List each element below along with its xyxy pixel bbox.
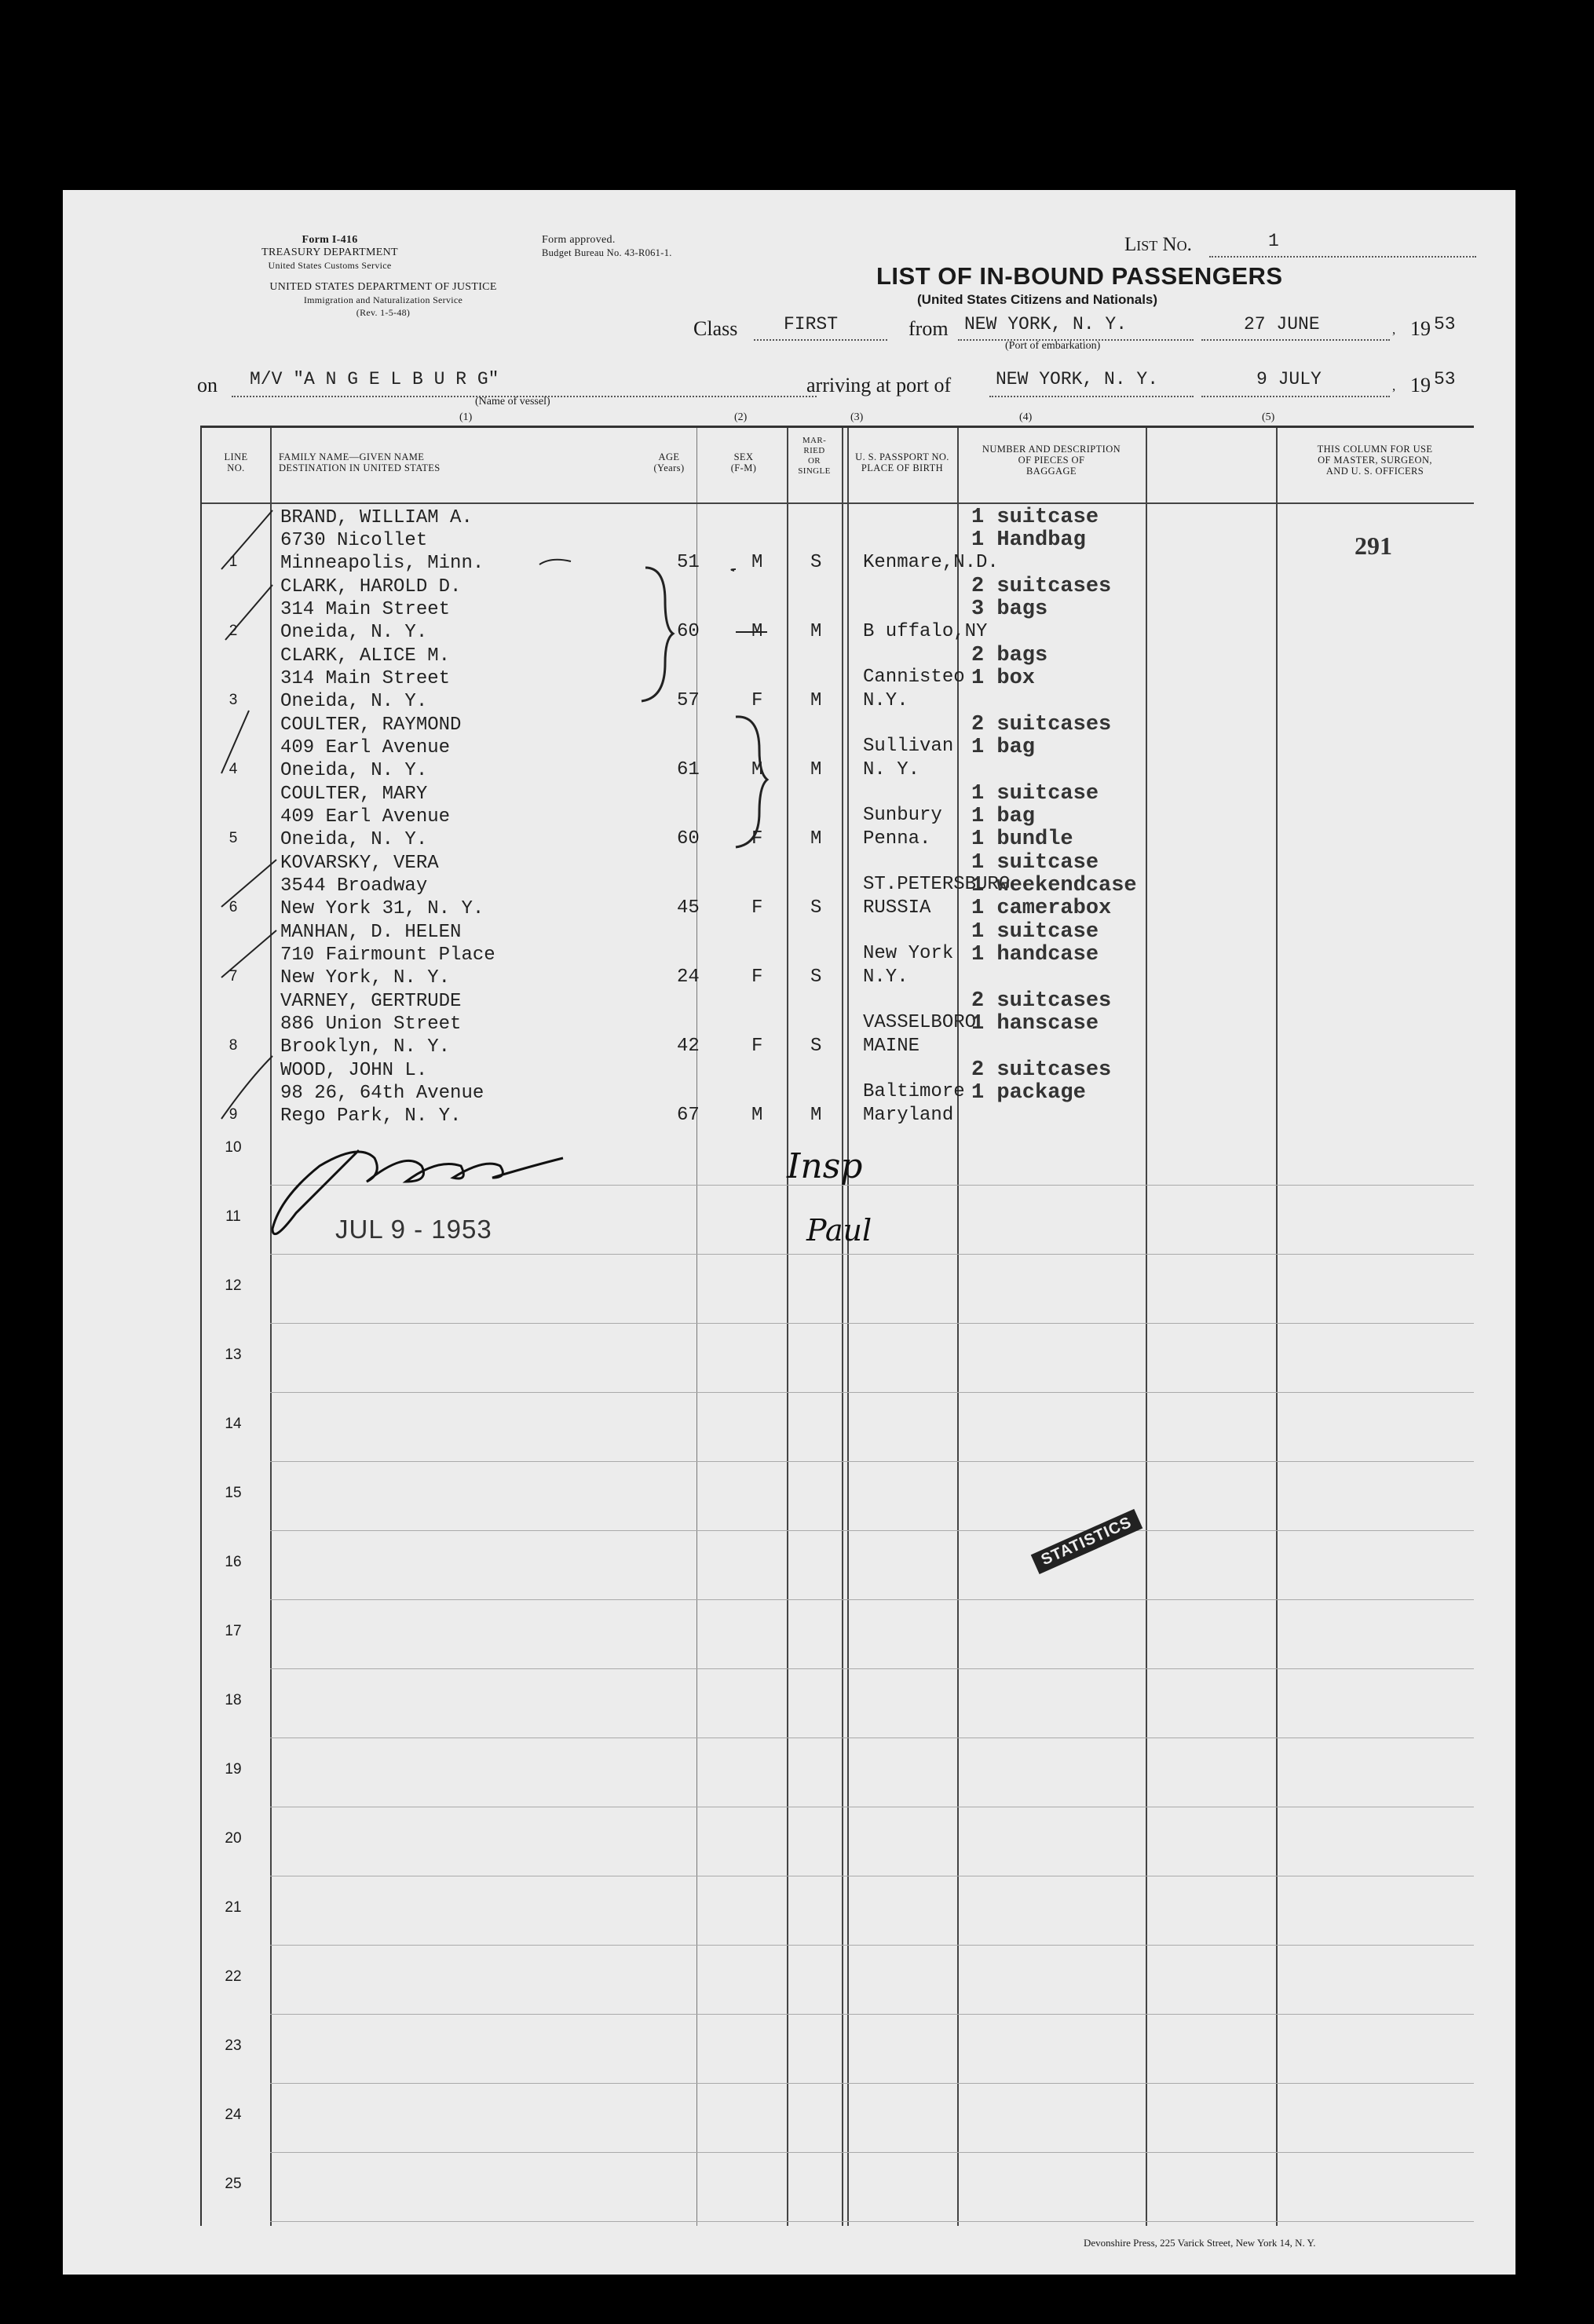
header-line-no: LINE NO. (224, 451, 248, 473)
baggage-line-2: 1 handcase (971, 943, 1099, 967)
vessel-name: M/V "A N G E L B U R G" (250, 369, 499, 389)
destination-street: 3544 Broadway (280, 875, 428, 897)
line-number: 16 (225, 1554, 242, 1570)
bracket-marks (202, 428, 1474, 1135)
birthplace-line-2: Penna. (863, 828, 931, 850)
arrival-year-prefix: 19 (1410, 374, 1431, 396)
form-revision: (Rev. 1-5-48) (356, 307, 411, 318)
colnum-2: (2) (734, 411, 748, 423)
line-number: 4 (228, 761, 238, 777)
birthplace-line-2: Maryland (863, 1105, 954, 1126)
justice-header (195, 281, 572, 319)
destination-city: Minneapolis, Minn. (280, 553, 484, 574)
birthplace-line-1: VASSELBORO (863, 1012, 977, 1033)
birthplace-line-1: ST.PETERSBURG (863, 874, 1011, 895)
destination-city: Oneida, N. Y. (280, 691, 428, 712)
age-cell: 45 (677, 897, 700, 919)
inspector-mark-2: Paul (806, 1213, 872, 1248)
line-number: 22 (225, 1968, 242, 1985)
passenger-name: VARNEY, GERTRUDE (280, 991, 462, 1012)
from-value: NEW YORK, N. Y. (964, 314, 1128, 334)
header-officers: THIS COLUMN FOR USE OF MASTER, SURGEON, AND U. S. OFFICERS (1317, 444, 1433, 477)
line-number: 9 (228, 1106, 238, 1123)
baggage-line-1: 1 suitcase (971, 920, 1099, 944)
marital-cell: M (810, 621, 822, 642)
port-embark-caption: (Port of embarkation) (1005, 340, 1101, 352)
age-cell: 42 (677, 1036, 700, 1057)
officer-signature (265, 1135, 465, 1177)
baggage-line-3: 1 camerabox (971, 897, 1112, 920)
line-number: 15 (225, 1485, 242, 1501)
sex-cell: F (751, 690, 763, 711)
destination-city: New York, N. Y. (280, 967, 451, 988)
line-number: 17 (225, 1623, 242, 1639)
baggage-line-1: 1 suitcase (971, 851, 1099, 875)
colnum-5: (5) (1262, 411, 1275, 423)
passenger-table (200, 426, 1474, 2226)
arriving-label: arriving at port of (806, 374, 952, 396)
destination-street: 710 Fairmount Place (280, 945, 495, 966)
statistics-stamp: STATISTICS (1031, 1509, 1142, 1574)
justice-dept: UNITED STATES DEPARTMENT OF JUSTICE (269, 281, 497, 293)
baggage-line-2: 1 box (971, 667, 1036, 690)
marital-cell: S (810, 1036, 822, 1057)
baggage-line-3: 1 bundle (971, 828, 1073, 851)
arrival-date: 9 JULY (1256, 369, 1322, 389)
line-number: 2 (228, 623, 238, 639)
line-number: 18 (225, 1692, 242, 1708)
marital-cell: S (810, 897, 822, 919)
marital-cell: S (810, 552, 822, 573)
arrival-year: 53 (1434, 369, 1456, 389)
passenger-name: COULTER, RAYMOND (280, 714, 462, 736)
destination-city: Rego Park, N. Y. (280, 1105, 462, 1127)
list-no-label: List No. (1124, 234, 1192, 255)
header-name: FAMILY NAME—GIVEN NAME DESTINATION IN UNITED STATES (279, 451, 441, 473)
customs-service: United States Customs Service (268, 260, 392, 271)
destination-city: Brooklyn, N. Y. (280, 1036, 451, 1058)
birthplace-line-2: N. Y. (863, 759, 920, 780)
line-number: 1 (228, 554, 238, 570)
baggage-line-1: 1 suitcase (971, 506, 1099, 529)
list-no-value: 1 (1268, 231, 1279, 251)
destination-city: Oneida, N. Y. (280, 622, 428, 643)
treasury-dept: TREASURY DEPARTMENT (261, 247, 398, 258)
baggage-line-2: 1 bag (971, 805, 1036, 828)
depart-year: 53 (1434, 314, 1456, 334)
baggage-line-2: 1 hanscase (971, 1012, 1099, 1036)
header-sex: SEX (F-M) (730, 451, 757, 473)
passenger-name: MANHAN, D. HELEN (280, 922, 462, 943)
form-header (251, 234, 408, 272)
destination-street: 98 26, 64th Avenue (280, 1083, 484, 1104)
passenger-name: CLARK, ALICE M. (280, 645, 451, 667)
baggage-line-2: 1 package (971, 1081, 1086, 1105)
line-number: 10 (225, 1139, 242, 1156)
baggage-line-1: 2 suitcases (971, 989, 1112, 1013)
arrival-port-line (989, 396, 1194, 397)
passenger-name: CLARK, HAROLD D. (280, 576, 462, 597)
line-number: 8 (228, 1037, 238, 1054)
marital-cell: M (810, 828, 822, 850)
birthplace-line-2: N.Y. (863, 967, 909, 988)
line-number: 11 (225, 1208, 241, 1225)
destination-street: 6730 Nicollet (280, 530, 428, 551)
line-number: 23 (225, 2037, 242, 2054)
depart-date-line (1201, 339, 1390, 341)
age-cell: 24 (677, 967, 700, 988)
baggage-line-1: 2 suitcases (971, 713, 1112, 736)
line-number: 12 (225, 1277, 242, 1294)
destination-city: Oneida, N. Y. (280, 760, 428, 781)
baggage-line-2: 3 bags (971, 597, 1048, 621)
ins-service: Immigration and Naturalization Service (303, 294, 463, 305)
sex-cell: M (751, 552, 763, 573)
birthplace-line-2: N.Y. (863, 690, 909, 711)
age-cell: 67 (677, 1105, 700, 1126)
age-cell: 60 (677, 828, 700, 850)
vessel-caption: (Name of vessel) (475, 396, 550, 407)
page-title: LIST OF IN-BOUND PASSENGERS (876, 262, 1283, 290)
marital-cell: M (810, 1105, 822, 1126)
destination-street: 409 Earl Avenue (280, 737, 451, 758)
passenger-name: COULTER, MARY (280, 784, 428, 805)
baggage-line-1: 1 suitcase (971, 782, 1099, 806)
arrival-date-line (1201, 396, 1390, 397)
sex-cell: F (751, 828, 763, 850)
destination-street: 314 Main Street (280, 668, 451, 689)
inspection-date-stamp: JUL 9 - 1953 (335, 1215, 492, 1244)
age-cell: 60 (677, 621, 700, 642)
line-number: 24 (225, 2107, 242, 2123)
list-no-line (1209, 256, 1476, 258)
line-number: 7 (228, 968, 238, 985)
age-cell: 61 (677, 759, 700, 780)
baggage-line-2: 1 bag (971, 736, 1036, 759)
age-cell: 51 (677, 552, 700, 573)
printer-imprint: Devonshire Press, 225 Varick Street, New York 14, N. Y. (1084, 2237, 1316, 2249)
line-number: 19 (225, 1761, 242, 1778)
baggage-line-1: 2 suitcases (971, 575, 1112, 598)
form-number: Form I-416 (302, 234, 358, 246)
line-number: 6 (228, 899, 238, 915)
comma: , (1392, 378, 1396, 393)
sex-cell: F (751, 967, 763, 988)
line-number: 25 (225, 2176, 242, 2192)
baggage-line-2: 1 weekendcase (971, 874, 1137, 897)
form-approved: Form approved. (542, 234, 616, 246)
birthplace-line-1: New York (863, 943, 954, 964)
colnum-3: (3) (850, 411, 864, 423)
class-value: FIRST (784, 314, 839, 334)
line-number: 21 (225, 1899, 242, 1916)
birthplace-line-2: MAINE (863, 1036, 920, 1057)
birthplace-line-1: Sullivan (863, 736, 954, 757)
line-number: 13 (225, 1347, 242, 1363)
passenger-name: KOVARSKY, VERA (280, 853, 439, 874)
line-number: 20 (225, 1830, 242, 1847)
passenger-name: BRAND, WILLIAM A. (280, 507, 473, 528)
arrival-port: NEW YORK, N. Y. (996, 369, 1159, 389)
class-label: Class (693, 317, 738, 340)
manifest-sheet (63, 190, 1515, 2275)
colnum-1: (1) (459, 411, 473, 423)
baggage-line-2: 1 Handbag (971, 528, 1086, 552)
approval-note (542, 234, 793, 259)
age-cell: 57 (677, 690, 700, 711)
comma: , (1392, 322, 1396, 337)
header-passport: U. S. PASSPORT NO. PLACE OF BIRTH (855, 451, 949, 473)
sex-cell: F (751, 897, 763, 919)
on-label: on (197, 374, 218, 396)
birthplace-line-2: B uffalo,NY (863, 621, 988, 642)
sex-cell: M (751, 759, 763, 780)
depart-year-prefix: 19 (1410, 317, 1431, 340)
sex-cell: M (751, 1105, 763, 1126)
birthplace-line-1: Cannisteo (863, 667, 965, 688)
header-age: AGE (Years) (653, 451, 685, 473)
inspector-mark: Insp (787, 1146, 863, 1186)
destination-city: Oneida, N. Y. (280, 829, 428, 850)
passenger-name: WOOD, JOHN L. (280, 1060, 428, 1081)
birthplace-line-1: Sunbury (863, 805, 942, 826)
depart-date: 27 JUNE (1244, 314, 1320, 334)
colnum-4: (4) (1019, 411, 1033, 423)
marital-cell: M (810, 690, 822, 711)
destination-city: New York 31, N. Y. (280, 898, 484, 919)
budget-bureau: Budget Bureau No. 43-R061-1. (542, 247, 672, 258)
sex-cell: M (751, 621, 763, 642)
header-married: MAR- RIED OR SINGLE (798, 436, 831, 476)
line-number: 14 (225, 1416, 242, 1432)
header-baggage: NUMBER AND DESCRIPTION OF PIECES OF BAGGAGE (982, 444, 1121, 477)
destination-street: 409 Earl Avenue (280, 806, 451, 828)
birthplace-line-2: RUSSIA (863, 897, 931, 919)
marital-cell: S (810, 967, 822, 988)
birthplace-line-2: Kenmare,N.D. (863, 552, 999, 573)
baggage-line-1: 2 suitcases (971, 1058, 1112, 1082)
birthplace-line-1: Baltimore (863, 1081, 965, 1102)
class-line (754, 339, 887, 341)
line-number: 3 (228, 692, 238, 708)
marital-cell: M (810, 759, 822, 780)
line-number: 5 (228, 830, 238, 846)
destination-street: 886 Union Street (280, 1014, 462, 1035)
from-label: from (909, 317, 949, 340)
sex-cell: F (751, 1036, 763, 1057)
officer-note: 291 (1355, 532, 1392, 560)
destination-street: 314 Main Street (280, 599, 451, 620)
page-subtitle: (United States Citizens and Nationals) (917, 292, 1158, 307)
baggage-line-1: 2 bags (971, 644, 1048, 667)
